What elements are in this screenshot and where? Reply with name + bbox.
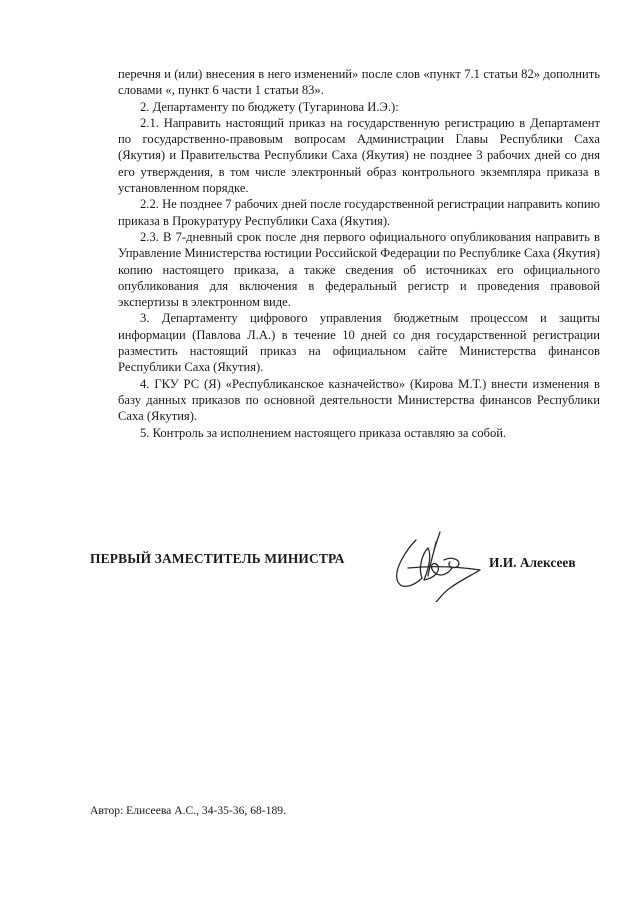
signatory-title: ПЕРВЫЙ ЗАМЕСТИТЕЛЬ МИНИСТРА	[90, 551, 345, 566]
paragraph-item-3: 3. Департаменту цифрового управления бюджетным процессом и защиты информации (Павлова Л.А.) в течение 10 дней со дня государственной регистрации разместить настоящий приказ на официальном сайте Министерства финансов Республики Саха (Якутия).	[118, 311, 600, 375]
author-line: Автор: Елисеева А.С., 34-35-36, 68-189.	[90, 804, 286, 817]
paragraph-item-2-3: 2.3. В 7-дневный срок после дня первого официального опубликования направить в Управление Министерства юстиции Российской Федерации по Республике Саха (Якутия) копию настоящего приказа, а также сведения об источниках его официального опубликования для включения в федеральный регистр и проведения правовой экспертизы в электронном виде.	[118, 229, 600, 310]
handwritten-signature	[378, 520, 490, 602]
signatory-name: И.И. Алексеев	[489, 555, 576, 570]
paragraph-item-2-2: 2.2. Не позднее 7 рабочих дней после государственной регистрации направить копию приказа в Прокуратуру Республики Саха (Якутия).	[118, 197, 600, 228]
paragraph-item-2-1: 2.1. Направить настоящий приказ на государственную регистрацию в Департамент по государственно-правовым вопросам Администрации Главы Республики Саха (Якутия) и Правительства Республики Саха (Якутия) не позднее 3 рабочих дней со дня его утверждения, в том числе электронный образ контрольного экземпляра приказа в установленном порядке.	[118, 115, 600, 196]
paragraph-item-5: 5. Контроль за исполнением настоящего приказа оставляю за собой.	[140, 425, 507, 440]
paragraph-continuation: перечня и (или) внесения в него изменений» после слов «пункт 7.1 статьи 82» дополнить словами «, пункт 6 части 1 статьи 83».	[118, 67, 600, 98]
paragraph-item-2: 2. Департаменту по бюджету (Тугаринова И.Э.):	[140, 99, 399, 114]
paragraph-item-4: 4. ГКУ РС (Я) «Республиканское казначейство» (Кирова М.Т.) внести изменения в базу данных приказов по основной деятельности Министерства финансов Республики Саха (Якутия).	[118, 376, 600, 424]
document-body	[118, 66, 600, 441]
